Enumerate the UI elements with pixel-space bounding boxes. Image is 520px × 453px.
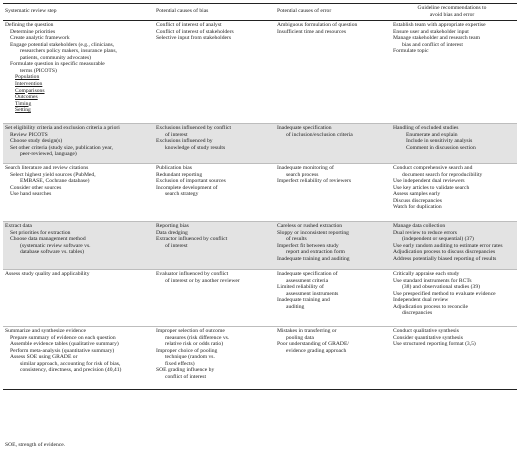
- cell-line: Reporting bias: [156, 223, 189, 230]
- cell-line: knowledge of study results: [165, 144, 226, 151]
- cell-line: Search literature and review citations: [5, 165, 89, 172]
- cell-line: report and extraction form: [286, 249, 345, 256]
- header-guideline-line-2: avoid bias and error: [429, 11, 475, 18]
- cell-line: Formulate topic: [393, 48, 429, 55]
- cell-line: Imperfect reliability of reviewers: [277, 178, 352, 185]
- cell-line: discrepancies: [402, 310, 433, 317]
- cell-line: Ensure user and stakeholder input: [393, 28, 469, 35]
- cell-line: Population: [15, 74, 40, 81]
- cell-line: Critically appraise each study: [393, 271, 460, 278]
- cell-error: [271, 21, 387, 124]
- cell-line: Assemble evidence tables (qualitative summary): [10, 341, 119, 348]
- table-row: [3, 124, 517, 164]
- cell-line: evidence grading approach: [286, 347, 347, 354]
- cell-bias: [150, 164, 271, 222]
- cell-line: Publication bias: [156, 165, 192, 172]
- cell-line: of interest: [165, 242, 188, 249]
- cell-guideline: [387, 164, 517, 222]
- cell-line: Establish team with appropriate expertise: [393, 22, 486, 29]
- cell-error: [271, 222, 387, 270]
- cell-line: Improper choice of pooling: [156, 347, 218, 354]
- cell-line: relative risk or odds ratio): [165, 341, 224, 348]
- cell-line: Inadequate training and auditing: [277, 255, 350, 262]
- table-row: [3, 164, 517, 222]
- cell-line: Conflict of interest of analyst: [156, 22, 222, 29]
- cell-error: [271, 124, 387, 164]
- cell-line: Inadequate specification: [277, 125, 332, 132]
- cell-guideline: [387, 222, 517, 270]
- cell-line: Adjudication process to discuss discrepancies: [393, 249, 496, 256]
- cell-line: measures (risk difference vs.: [165, 334, 230, 341]
- cell-line: Review PICOTS: [10, 131, 48, 138]
- cell-line: Prepare summary of evidence on each question: [10, 334, 116, 341]
- cell-line: auditing: [286, 303, 305, 310]
- cell-line: Perform meta-analysis (quantitative summary): [10, 347, 115, 354]
- cell-line: Inadequate specification of: [277, 271, 338, 278]
- cell-line: Discuss discrepancies: [393, 197, 442, 204]
- cell-line: consistency, directness, and precision (40,41): [20, 367, 122, 374]
- cell-line: patients, community advocates): [20, 54, 91, 61]
- cell-line: database software vs. tables): [20, 249, 84, 256]
- cell-line: Limited reliability of: [277, 284, 324, 291]
- cell-line: Create analytic framework: [10, 35, 70, 42]
- cell-line: of results: [286, 236, 307, 243]
- cell-line: Consider other sources: [10, 184, 62, 191]
- table-header-row: [3, 4, 517, 21]
- cell-line: Include in sensitivity analysis: [406, 138, 473, 145]
- cell-bias: [150, 327, 271, 390]
- cell-error: [271, 327, 387, 390]
- cell-line: Exclusion of important sources: [156, 178, 226, 185]
- cell-line: Sloppy or inconsistent reporting: [277, 229, 349, 236]
- cell-line: Choose study design(s): [10, 138, 63, 145]
- cell-line: Extractor influenced by conflict: [156, 236, 228, 243]
- cell-guideline: [387, 124, 517, 164]
- cell-bias: [150, 270, 271, 327]
- cell-step: [3, 21, 150, 124]
- header-error: Potential causes of error: [271, 4, 387, 21]
- cell-line: of interest: [165, 131, 188, 138]
- cell-line: Use standard instruments for RCTs: [393, 277, 472, 284]
- header-guideline-line-1: Guideline recommendations to: [417, 5, 487, 11]
- table-row: [3, 222, 517, 270]
- cell-line: bias and conflict of interest: [402, 41, 463, 48]
- cell-line: terms (PICOTS): [20, 67, 57, 74]
- cell-step: [3, 270, 150, 327]
- cell-line: Use prespecified method to evaluate evidence: [393, 290, 496, 297]
- cell-line: conflict of interest: [165, 373, 207, 380]
- header-guideline: [387, 4, 517, 21]
- table-footnote: SOE, strength of evidence.: [5, 442, 66, 448]
- cell-line: Inadequate monitoring of: [277, 165, 334, 172]
- cell-line: Mistakes in transferring or: [277, 328, 337, 335]
- cell-line: Improper selection of outcome: [156, 328, 225, 335]
- cell-step: [3, 222, 150, 270]
- cell-line: of interest or by another reviewer: [165, 277, 240, 284]
- cell-line: Consider quantitative synthesis: [393, 334, 463, 341]
- cell-line: Dual review to reduce errors: [393, 229, 457, 236]
- cell-step: [3, 327, 150, 390]
- cell-error: [271, 270, 387, 327]
- cell-line: Exclusions influenced by: [156, 138, 213, 145]
- header-step: Systematic review step: [3, 4, 150, 21]
- cell-line: Assess SOE using GRADE or: [10, 354, 78, 361]
- cell-line: Handling of excluded studies: [393, 125, 459, 132]
- cell-line: Inadequate training and: [277, 297, 330, 304]
- cell-line: SOE grading influence by: [156, 367, 215, 374]
- cell-line: (systematic review software vs.: [20, 242, 91, 249]
- cell-line: Use key articles to validate search: [393, 184, 470, 191]
- cell-line: Ambiguous formulation of question: [277, 22, 358, 29]
- cell-guideline: [387, 270, 517, 327]
- cell-line: Summarize and synthesize evidence: [5, 328, 86, 335]
- cell-line: Redundant reporting: [156, 171, 203, 178]
- cell-line: Manage stakeholder and research team: [393, 35, 480, 42]
- cell-line: of inclusion/exclusion criteria: [286, 131, 353, 138]
- cell-line: Select highest yield sources (PubMed,: [10, 171, 96, 178]
- cell-line: assessment instruments: [286, 290, 339, 297]
- cell-line: Imperfect fit between study: [277, 242, 339, 249]
- cell-bias: [150, 21, 271, 124]
- cell-line: Outcomes: [15, 94, 38, 101]
- cell-line: Comment in discussion section: [406, 144, 476, 151]
- cell-line: Intervention: [15, 81, 43, 88]
- table-row: [3, 21, 517, 124]
- cell-line: Insufficient time and resources: [277, 28, 347, 35]
- cell-bias: [150, 222, 271, 270]
- cell-line: fixed effects): [165, 360, 195, 367]
- cell-bias: [150, 124, 271, 164]
- cell-line: Set other criteria (study size, publication year,: [10, 144, 113, 151]
- cell-line: Assess study quality and applicability: [5, 271, 90, 278]
- cell-error: [271, 164, 387, 222]
- cell-line: Determine priorities: [10, 28, 56, 35]
- cell-line: technique (random vs.: [165, 354, 215, 361]
- cell-guideline: [387, 327, 517, 390]
- cell-line: Use hand searches: [10, 191, 52, 198]
- cell-line: similar approach, accounting for risk of bias,: [20, 360, 121, 367]
- cell-line: Use early random auditing to estimate error rates: [393, 242, 503, 249]
- cell-step: [3, 164, 150, 222]
- cell-line: Setting: [15, 107, 31, 114]
- cell-step: [3, 124, 150, 164]
- cell-line: Enumerate and explain: [406, 131, 458, 138]
- cell-line: Address potentially biased reporting of results: [393, 255, 497, 262]
- cell-line: Poor understanding of GRADE/: [277, 341, 349, 348]
- cell-line: Independent dual review: [393, 297, 449, 304]
- cell-line: Conduct comprehensive search and: [393, 165, 473, 172]
- cell-guideline: [387, 21, 517, 124]
- cell-line: Assess samples early: [393, 191, 441, 198]
- cell-line: Conduct qualitative synthesis: [393, 328, 459, 335]
- table-row: [3, 327, 517, 390]
- header-bias: Potential causes of bias: [150, 4, 271, 21]
- cell-line: Evaluator influenced by conflict: [156, 271, 229, 278]
- cell-line: Use independent dual reviewers: [393, 178, 465, 185]
- cell-line: Extract data: [5, 223, 32, 230]
- cell-line: Set eligibility criteria and exclusion criteria a priori: [5, 125, 120, 132]
- cell-line: search process: [286, 171, 319, 178]
- systematic-review-table: [3, 3, 517, 390]
- cell-line: search strategy: [165, 191, 199, 198]
- cell-line: Engage potential stakeholders (e.g., clinicians,: [10, 41, 115, 48]
- cell-line: Choose data management method: [10, 236, 86, 243]
- cell-line: researchers policy makers, insurance plans,: [20, 48, 117, 55]
- table-row: [3, 270, 517, 327]
- cell-line: Adjudication process to reconcile: [393, 303, 469, 310]
- cell-line: (independent or sequential) (37): [402, 236, 474, 243]
- cell-line: Selective input from stakeholders: [156, 35, 232, 42]
- cell-line: document search for reproducibility: [402, 171, 483, 178]
- cell-line: Comparisons: [15, 87, 45, 94]
- cell-line: Careless or rushed extraction: [277, 223, 343, 230]
- cell-line: Watch for duplication: [393, 204, 442, 211]
- cell-line: EMBASE, Cochrane database): [20, 178, 90, 185]
- cell-line: Timing: [15, 100, 32, 107]
- cell-line: pooling data: [286, 334, 314, 341]
- cell-line: Data dredging: [156, 229, 188, 236]
- cell-line: Use structured reporting format (3,5): [393, 341, 476, 348]
- cell-line: Defining the question: [5, 22, 54, 29]
- cell-line: Formulate question in specific measurable: [10, 61, 105, 68]
- cell-line: assessment criteria: [286, 277, 329, 284]
- cell-line: Exclusions influenced by conflict: [156, 125, 232, 132]
- cell-line: Manage data collection: [393, 223, 446, 230]
- cell-line: peer-reviewed, language): [20, 151, 77, 158]
- cell-line: Set priorities for extraction: [10, 229, 71, 236]
- cell-line: Incomplete development of: [156, 184, 218, 191]
- cell-line: (38) and observational studies (39): [402, 284, 480, 291]
- cell-line: Conflict of interest of stakeholders: [156, 28, 234, 35]
